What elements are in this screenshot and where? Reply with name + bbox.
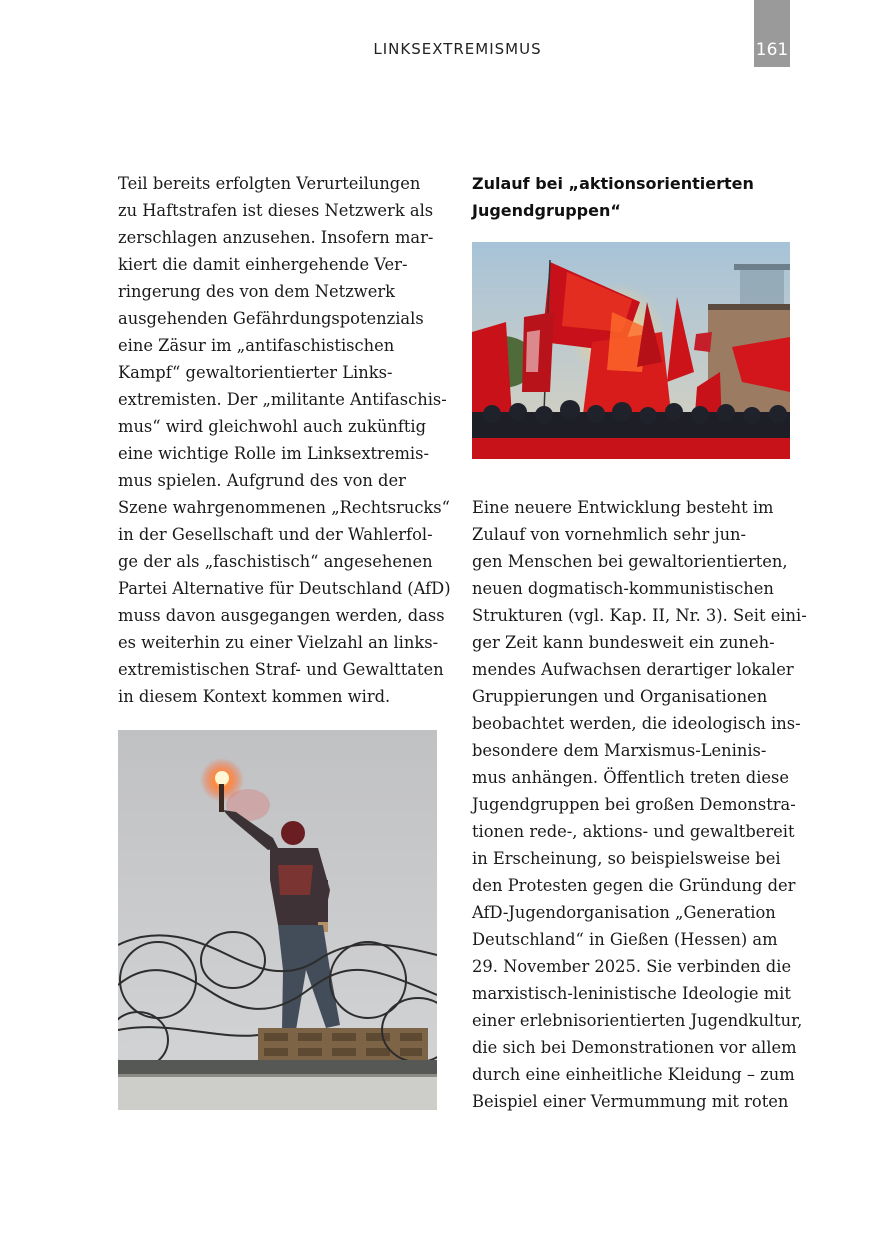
body-text-line: muss davon ausgegangen werden, dass — [118, 606, 445, 625]
body-text-line: gen Menschen bei gewaltorientierten, — [472, 552, 788, 571]
body-text-line: in diesem Kontext kommen wird. — [118, 687, 391, 706]
body-text-line: ger Zeit kann bundesweit ein zuneh- — [472, 633, 775, 652]
body-text-line: neuen dogmatisch-kommunistischen — [472, 579, 774, 598]
flare-protester-photo — [118, 730, 437, 1110]
body-text-line: mus spielen. Aufgrund des von der — [118, 471, 406, 490]
body-text-line: Gruppierungen und Organisationen — [472, 687, 768, 706]
body-text-line: die sich bei Demonstrationen vor allem — [472, 1038, 797, 1057]
body-text-line: Deutschland“ in Gießen (Hessen) am — [472, 930, 778, 949]
body-text-line: eine wichtige Rolle im Linksextremis- — [118, 444, 429, 463]
body-text-line: Kampf“ gewaltorientierter Links- — [118, 363, 393, 382]
body-text-line: Eine neuere Entwicklung besteht im — [472, 498, 774, 517]
demonstration-flags-photo — [472, 242, 790, 459]
body-text-line: mendes Aufwachsen derartiger lokaler — [472, 660, 794, 679]
body-text-line: extremisten. Der „militante Antifaschis- — [118, 390, 447, 409]
left-column-text — [118, 170, 451, 710]
body-text-line: Jugendgruppen bei großen Demonstra- — [472, 795, 796, 814]
right-column-text — [472, 494, 807, 1115]
body-text-line: ge der als „faschistisch“ angesehenen — [118, 552, 433, 571]
body-text-line: besondere dem Marxismus-Leninis- — [472, 741, 767, 760]
body-text-line: Zulauf von vornehmlich sehr jun- — [472, 525, 747, 544]
body-text-line: zerschlagen anzusehen. Insofern mar- — [118, 228, 434, 247]
body-text-line: es weiterhin zu einer Vielzahl an links- — [118, 633, 439, 652]
body-text-line: einer erlebnisorientierten Jugendkultur, — [472, 1011, 803, 1030]
body-text-line: 29. November 2025. Sie verbinden die — [472, 957, 792, 976]
body-text-line: Strukturen (vgl. Kap. II, Nr. 3). Seit eini- — [472, 606, 807, 625]
body-text-line: Partei Alternative für Deutschland (AfD) — [118, 579, 451, 598]
body-text-line: Teil bereits erfolgten Verurteilungen — [118, 174, 421, 193]
body-text-line: den Protesten gegen die Gründung der — [472, 876, 796, 895]
heading-line: Zulauf bei „aktionsorientierten — [472, 174, 754, 193]
page-number: 161 — [754, 0, 790, 67]
body-text-line: tionen rede-, aktions- und gewaltbereit — [472, 822, 795, 841]
body-text-line: Szene wahrgenommenen „Rechtsrucks“ — [118, 498, 450, 517]
body-text-line: ausgehenden Gefährdungspotenzials — [118, 309, 424, 328]
body-text-line: AfD-Jugendorganisation „Generation — [472, 903, 776, 922]
body-text-line: zu Haftstrafen ist dieses Netzwerk als — [118, 201, 434, 220]
body-text-line: in der Gesellschaft und der Wahlerfol- — [118, 525, 433, 544]
body-text-line: marxistisch-leninistische Ideologie mit — [472, 984, 791, 1003]
section-heading — [472, 170, 792, 224]
body-text-line: in Erscheinung, so beispielsweise bei — [472, 849, 781, 868]
body-text-line: ringerung des von dem Netzwerk — [118, 282, 396, 301]
body-text-line: eine Zäsur im „antifaschistischen — [118, 336, 395, 355]
body-text-line: durch eine einheitliche Kleidung – zum — [472, 1065, 795, 1084]
body-text-line: Beispiel einer Vermummung mit roten — [472, 1092, 789, 1111]
body-text-line: mus“ wird gleichwohl auch zukünftig — [118, 417, 427, 436]
running-title: LINKSEXTREMISMUS — [373, 40, 542, 58]
heading-line: Jugendgruppen“ — [472, 201, 621, 220]
body-text-line: beobachtet werden, die ideologisch ins- — [472, 714, 801, 733]
body-text-line: extremistischen Straf- und Gewalttaten — [118, 660, 444, 679]
body-text-line: mus anhängen. Öffentlich treten diese — [472, 768, 790, 787]
body-text-line: kiert die damit einhergehende Ver- — [118, 255, 408, 274]
